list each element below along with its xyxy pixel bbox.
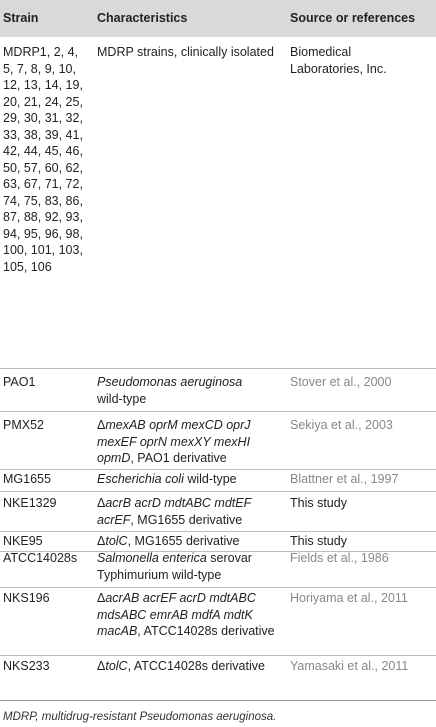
table-footnote: MDRP, multidrug-resistant Pseudomonas aeruginosa.	[3, 711, 277, 723]
characteristics-cell: ΔacrAB acrEF acrD mdtABC mdsABC emrAB mdfA mdtK macAB, ATCC14028s derivative	[97, 591, 275, 638]
strain-cell: PMX52	[3, 418, 44, 432]
row-divider	[0, 531, 436, 532]
source-cell: Sekiya et al., 2003	[290, 418, 393, 432]
strain-cell: NKE95	[3, 534, 43, 548]
source-cell: Biomedical Laboratories, Inc.	[290, 45, 387, 76]
row-divider	[0, 411, 436, 412]
strain-cell: NKS233	[3, 659, 50, 673]
header-source: Source or references	[290, 11, 416, 25]
header-characteristics: Characteristics	[97, 11, 188, 25]
characteristics-cell: ΔmexAB oprM mexCD oprJ mexEF oprN mexXY mexHI opmD, PAO1 derivative	[97, 418, 251, 465]
characteristics-cell: ΔtolC, MG1655 derivative	[97, 534, 240, 548]
table-header	[0, 0, 436, 37]
characteristics-cell: ΔtolC, ATCC14028s derivative	[97, 659, 265, 673]
row-divider	[0, 368, 436, 369]
source-cell: Fields et al., 1986	[290, 551, 389, 565]
row-divider	[0, 491, 436, 492]
row-divider	[0, 655, 436, 656]
source-cell: Horiyama et al., 2011	[290, 591, 408, 605]
strain-cell: MG1655	[3, 472, 51, 486]
strain-cell: MDRP1, 2, 4, 5, 7, 8, 9, 10, 12, 13, 14, 19, 20, 21, 24, 25, 29, 30, 31, 32, 33, 38, 39, 41, 42, 44, 45, 46, 50, 57, 60, 62, 63, 67, 71, 72, 74, 75, 83, 86, 87, 88, 92, 93, 94, 95, 96, 98, 100, 101, 103, 105, 106	[3, 45, 83, 274]
strain-cell: ATCC14028s	[3, 551, 78, 565]
row-divider	[0, 587, 436, 588]
source-cell: Yamasaki et al., 2011	[290, 659, 409, 673]
source-cell: This study	[290, 496, 347, 510]
characteristics-cell: Escherichia coli wild-type	[97, 472, 237, 486]
characteristics-cell: Salmonella enterica serovar Typhimurium wild-type	[97, 551, 252, 582]
strain-cell: PAO1	[3, 375, 36, 389]
species-name: Pseudomonas aeruginosa	[97, 375, 243, 389]
characteristics-cell: ΔacrB acrD mdtABC mdtEF acrEF, MG1655 derivative	[97, 496, 251, 527]
source-cell: Stover et al., 2000	[290, 375, 392, 389]
source-cell: Blattner et al., 1997	[290, 472, 399, 486]
row-divider	[0, 469, 436, 470]
characteristics-cell: Pseudomonas aeruginosa wild-type	[97, 375, 243, 406]
table-bottom-rule	[0, 700, 436, 701]
strain-cell: NKE1329	[3, 496, 57, 510]
source-cell: This study	[290, 534, 347, 548]
header-strain: Strain	[3, 11, 39, 25]
characteristics-cell: MDRP strains, clinically isolated	[97, 45, 274, 59]
strain-cell: NKS196	[3, 591, 50, 605]
